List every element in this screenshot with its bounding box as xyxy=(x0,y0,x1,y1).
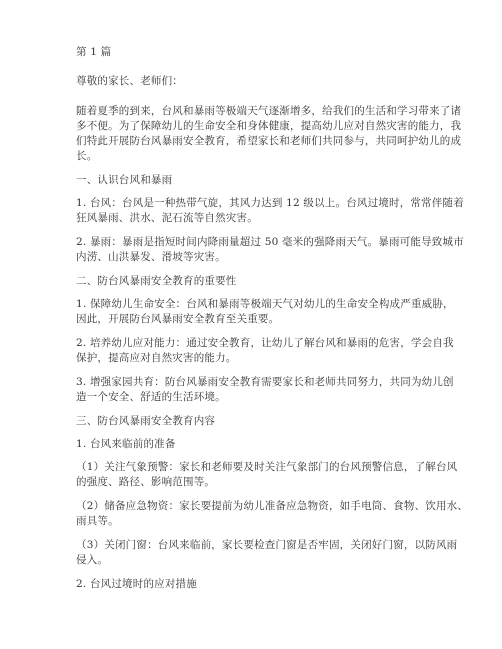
paragraph-line: （1）关注气象预警：家长和老师要及时关注气象部门的台风预警信息，了解台风 xyxy=(76,461,458,473)
paragraph-line: 雨具等。 xyxy=(76,515,119,527)
subsection-heading: 1. 台风来临前的准备 xyxy=(76,438,176,450)
paragraph-line: 的强度、路径、影响范围等。 xyxy=(76,476,216,488)
paragraph-line: 侵入。 xyxy=(76,554,109,566)
paragraph-line: 2. 培养幼儿应对能力：通过安全教育，让幼儿了解台风和暴雨的危害，学会自我 xyxy=(76,337,454,349)
intro-line: 长。 xyxy=(76,150,98,162)
paragraph-line: 1. 保障幼儿生命安全：台风和暴雨等极端天气对幼儿的生命安全构成严重威胁， xyxy=(76,298,454,310)
paragraph-line: 保护，提高应对自然灾害的能力。 xyxy=(76,352,237,364)
intro-line: 随着夏季的到来，台风和暴雨等极端天气逐渐增多，给我们的生活和学习带来了诸 xyxy=(76,105,462,117)
paragraph-line: 因此，开展防台风暴雨安全教育至关重要。 xyxy=(76,313,280,325)
subsection-heading: 2. 台风过境时的应对措施 xyxy=(76,578,197,590)
section-heading: 一、认识台风和暴雨 xyxy=(76,174,173,186)
paragraph-line: （3）关闭门窗：台风来临前，家长要检查门窗是否牢固，关闭好门窗，以防风雨 xyxy=(76,539,458,551)
paragraph-line: 狂风暴雨、洪水、泥石流等自然灾害。 xyxy=(76,212,258,224)
section-heading: 三、防台风暴雨安全教育内容 xyxy=(76,415,216,427)
paragraph-line: 内涝、山洪暴发、滑坡等灾害。 xyxy=(76,251,226,263)
section-heading: 二、防台风暴雨安全教育的重要性 xyxy=(76,275,237,287)
paragraph-line: （2）储备应急物资：家长要提前为幼儿准备应急物资，如手电筒、食物、饮用水、 xyxy=(76,500,469,512)
intro-line: 们特此开展防台风暴雨安全教育，希望家长和老师们共同参与，共同呵护幼儿的成 xyxy=(76,135,462,147)
paragraph-line: 造一个安全、舒适的生活环境。 xyxy=(76,391,226,403)
paragraph-line: 1. 台风：台风是一种热带气旋，其风力达到 12 级以上。台风过境时，常常伴随着 xyxy=(76,197,464,209)
paragraph-line: 3. 增强家园共育：防台风暴雨安全教育需要家长和老师共同努力，共同为幼儿创 xyxy=(76,376,454,388)
intro-line: 多不便。为了保障幼儿的生命安全和身体健康，提高幼儿应对自然灾害的能力，我 xyxy=(76,120,462,132)
salutation: 尊敬的家长、老师们： xyxy=(76,75,183,87)
paragraph-line: 2. 暴雨：暴雨是指短时间内降雨量超过 50 毫米的强降雨天气。暴雨可能导致城市 xyxy=(76,236,464,248)
page-label: 第 1 篇 xyxy=(76,46,112,58)
